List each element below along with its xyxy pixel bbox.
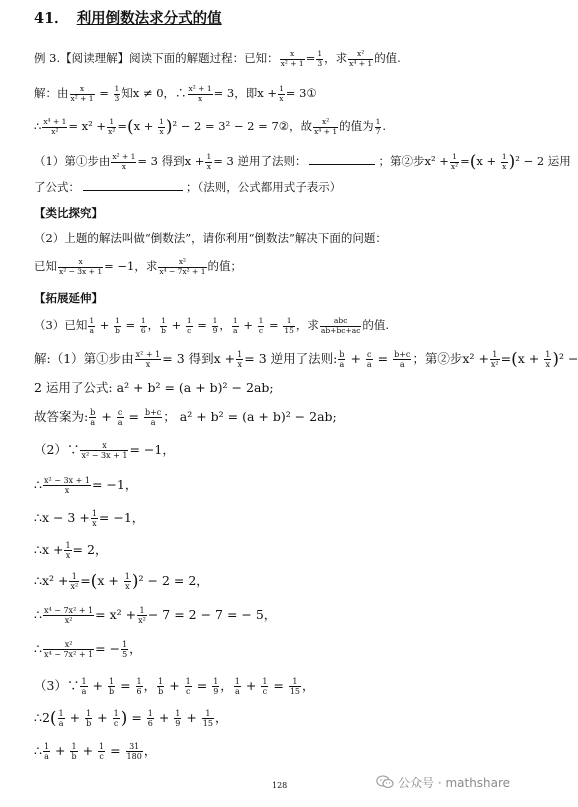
fraction: $\frac{1}{7}$: [375, 117, 381, 136]
fraction: $\frac{b+c}{a}$: [394, 350, 411, 369]
answer-line-11: （3）∵ $\frac{1}{a}$ + $\frac{1}{b}$ = $\frac{1}{6}$ ， $\frac{1}{b}$ + $\frac{1}{c}$ = $\frac{1}{9}$ ， $\frac{1}{a}$ + $\frac{1}{c}$ = $\frac{1}{15}$ ，: [34, 677, 315, 696]
fraction: $\frac{\text{x² + 1}}{x}$: [188, 84, 212, 103]
answer-line-8: ∴x² + $\frac{1}{\text{x²}}$ =(x + $\frac{1}{x}$ )² − 2 = 2，: [34, 571, 209, 592]
extension-heading: 【拓展延伸】: [34, 291, 103, 305]
solution-line-1: 解：由 $\frac{x}{\text{x² + 1}}$ = $\frac{1}{3}$ 知x ≠ 0，∴ $\frac{\text{x² + 1}}{x}$ = 3，即x + $\frac{1}{x}$ = 3①: [34, 84, 317, 103]
fraction: $\frac{1}{a}$: [234, 677, 240, 696]
fraction: $\frac{1}{\text{x²}}$: [70, 572, 79, 591]
answer-line-6: ∴x − 3 + $\frac{1}{x}$ = −1，: [34, 509, 145, 528]
fraction: $\frac{x}{\text{x² − 3x + 1}}$: [59, 257, 103, 276]
fraction: $\frac{1}{a}$: [58, 709, 64, 728]
fraction: $\frac{1}{a}$: [232, 316, 238, 335]
fraction: $\frac{\text{x² − 3x + 1}}{x}$: [43, 476, 90, 495]
fraction: $\frac{1}{x}$: [124, 572, 130, 591]
answer-blank[interactable]: [83, 180, 183, 191]
fraction: $\frac{\text{x² + 1}}{x}$: [112, 152, 136, 171]
fraction: $\frac{b}{a}$: [90, 408, 96, 427]
answer-line-12: ∴2( $\frac{1}{a}$ + $\frac{1}{b}$ + $\frac{1}{c}$ ) = $\frac{1}{6}$ + $\frac{1}{9}$ + $\frac{1}{15}$ ，: [34, 708, 228, 729]
fraction: $\frac{1}{6}$: [136, 677, 142, 696]
fraction: $\frac{1}{c}$: [258, 316, 264, 335]
answer-line-4: （2）∵ $\frac{x}{\text{x² − 3x + 1}}$ = −1，: [34, 441, 175, 460]
fraction: $\frac{\text{x⁴ − 7x² + 1}}{\text{x²}}$: [43, 606, 94, 625]
fraction: $\frac{\text{x⁴ + 1}}{\text{x²}}$: [43, 117, 67, 136]
fraction: $\frac{1}{\text{x²}}$: [490, 350, 499, 369]
watermark: 公众号 · mathshare: [376, 774, 510, 792]
fraction: $\frac{1}{6}$: [147, 709, 153, 728]
fraction: $\frac{1}{x}$: [237, 350, 243, 369]
answer-line-10: ∴ $\frac{\text{x²}}{\text{x⁴ − 7x² + 1}}$ = − $\frac{1}{5}$ ，: [34, 640, 142, 659]
fraction: $\frac{1}{x}$: [501, 152, 507, 171]
answer-blank[interactable]: [309, 154, 375, 165]
question-2-text: （2）上题的解法叫做“倒数法”，请你利用“倒数法”解决下面的问题：: [34, 231, 387, 245]
fraction: $\frac{1}{\text{x²}}$: [138, 606, 146, 625]
fraction: $\frac{1}{c}$: [186, 316, 192, 335]
fraction: $\frac{1}{\text{x²}}$: [108, 117, 116, 136]
fraction: $\frac{x}{\text{x² − 3x + 1}}$: [81, 441, 128, 460]
fraction: $\frac{\text{x²}}{\text{x⁴ + 1}}$: [314, 117, 338, 136]
fraction: $\frac{1}{b}$: [115, 316, 120, 335]
fraction: $\frac{1}{x}$: [65, 541, 71, 560]
fraction: $\frac{c}{a}$: [366, 350, 372, 369]
fraction: $\frac{1}{x}$: [206, 152, 212, 171]
fraction: $\frac{1}{b}$: [86, 709, 92, 728]
fraction: $\frac{1}{b}$: [108, 677, 115, 696]
answer-line-1: 解:（1）第①步由 $\frac{\text{x² + 1}}{x}$ = 3 得到x + $\frac{1}{x}$ = 3 逆用了法则: $\frac{b}{a}$ + $\frac{c}{a}$ = $\frac{b+c}{a}$ ；第②步x² + $\frac{1}{\text{x²}}$ =(x + $\frac{1}{x}$ )² −: [34, 349, 578, 370]
fraction: $\frac{b+c}{a}$: [144, 408, 162, 427]
wechat-icon: [376, 775, 394, 792]
fraction: $\frac{1}{9}$: [213, 677, 219, 696]
fraction: $\frac{1}{x}$: [91, 509, 97, 528]
fraction: $\frac{1}{\text{x²}}$: [450, 152, 459, 171]
question-2-given: 已知 $\frac{x}{\text{x² − 3x + 1}}$ = −1，求 $\frac{\text{x²}}{\text{x⁴ − 7x² + 1}}$ 的值；: [34, 257, 242, 276]
fraction: $\frac{31}{180}$: [126, 742, 142, 761]
fraction: $\frac{1}{a}$: [43, 742, 50, 761]
answer-line-2: 2 运用了公式: a² + b² = (a + b)² − 2ab;: [34, 380, 274, 395]
fraction: $\frac{1}{x}$: [279, 84, 284, 103]
fraction: $\frac{1}{b}$: [161, 316, 166, 335]
fraction: $\frac{\text{x² + 1}}{x}$: [135, 350, 161, 369]
fraction: $\frac{1}{5}$: [122, 640, 128, 659]
fraction: $\frac{1}{a}$: [81, 677, 87, 696]
fraction: $\frac{\text{x²}}{\text{x⁴ − 7x² + 1}}$: [159, 257, 206, 276]
fraction: $\frac{x}{\text{x² + 1}}$: [280, 49, 304, 68]
fraction: $\frac{\text{x²}}{\text{x⁴ − 7x² + 1}}$: [43, 640, 94, 659]
fraction: $\frac{1}{3}$: [317, 49, 323, 68]
answer-line-3: 故答案为: $\frac{b}{a}$ + $\frac{c}{a}$ = $\frac{b+c}{a}$ ； a² + b² = (a + b)² − 2ab;: [34, 408, 337, 427]
fraction: $\frac{1}{c}$: [113, 709, 119, 728]
fraction: $\frac{b}{a}$: [339, 350, 345, 369]
analogy-heading: 【类比探究】: [34, 206, 103, 220]
answer-line-9: ∴ $\frac{\text{x⁴ − 7x² + 1}}{\text{x²}}$ = x² + $\frac{1}{\text{x²}}$ − 7 = 2 − 7 = − 5，: [34, 606, 277, 625]
fraction: $\frac{1}{c}$: [262, 677, 268, 696]
example-statement: 例 3.【阅读理解】阅读下面的解题过程：已知： $\frac{x}{\text{x² + 1}}$ = $\frac{1}{3}$ ，求 $\frac{\text{x²}}{\text{x⁴ + 1}}$ 的值.: [34, 49, 401, 68]
fraction: $\frac{1}{9}$: [175, 709, 181, 728]
fraction: $\frac{1}{9}$: [212, 316, 218, 335]
fraction: $\frac{1}{15}$: [202, 709, 213, 728]
question-1-line-2: 了公式： ；（法则，公式都用式子表示）: [34, 180, 342, 194]
question-1-line-1: （1）第①步由 $\frac{\text{x² + 1}}{x}$ = 3 得到x + $\frac{1}{x}$ = 3 逆用了法则： ；第②步x² + $\frac{1}{\text{x²}}$ =(x + $\frac{1}{x}$ )² − 2 运用: [34, 152, 571, 172]
answer-line-13: ∴ $\frac{1}{a}$ + $\frac{1}{b}$ + $\frac{1}{c}$ = $\frac{31}{180}$ ，: [34, 742, 157, 761]
fraction: $\frac{1}{3}$: [114, 84, 120, 103]
fraction: $\frac{1}{c}$: [185, 677, 191, 696]
fraction: $\frac{1}{a}$: [89, 316, 95, 335]
question-3: （3）已知 $\frac{1}{a}$ + $\frac{1}{b}$ = $\frac{1}{6}$ ， $\frac{1}{b}$ + $\frac{1}{c}$ = $\frac{1}{9}$ ， $\frac{1}{a}$ + $\frac{1}{c}$ = $\frac{1}{15}$ ，求 $\frac{\text{abc}}{ab+bc+ac}$ 的值.: [34, 316, 390, 335]
fraction: $\frac{1}{15}$: [289, 677, 301, 696]
solution-line-2: ∴ $\frac{\text{x⁴ + 1}}{\text{x²}}$ = x² + $\frac{1}{\text{x²}}$ =(x + $\frac{1}{x}$ )² − 2 = 3² − 2 = 7②，故 $\frac{\text{x²}}{\text{x⁴ + 1}}$ 的值为 $\frac{1}{7}$ .: [34, 117, 387, 137]
fraction: $\frac{c}{a}$: [117, 408, 123, 427]
section-title: 41． 利用倒数法求分式的值: [34, 10, 222, 27]
fraction: $\frac{1}{b}$: [71, 742, 77, 761]
page-number: 128: [272, 781, 288, 790]
fraction: $\frac{x}{\text{x² + 1}}$: [70, 84, 94, 103]
fraction: $\frac{1}{x}$: [545, 350, 551, 369]
fraction: $\frac{1}{x}$: [159, 117, 164, 136]
fraction: $\frac{\text{abc}}{ab+bc+ac}$: [320, 316, 361, 335]
answer-line-5: ∴ $\frac{\text{x² − 3x + 1}}{x}$ = −1，: [34, 476, 138, 495]
fraction: $\frac{1}{6}$: [140, 316, 146, 335]
fraction: $\frac{\text{x²}}{\text{x⁴ + 1}}$: [349, 49, 373, 68]
fraction: $\frac{1}{c}$: [99, 742, 105, 761]
fraction: $\frac{1}{b}$: [158, 677, 164, 696]
answer-line-7: ∴x + $\frac{1}{x}$ = 2，: [34, 541, 108, 560]
fraction: $\frac{1}{15}$: [284, 316, 294, 335]
